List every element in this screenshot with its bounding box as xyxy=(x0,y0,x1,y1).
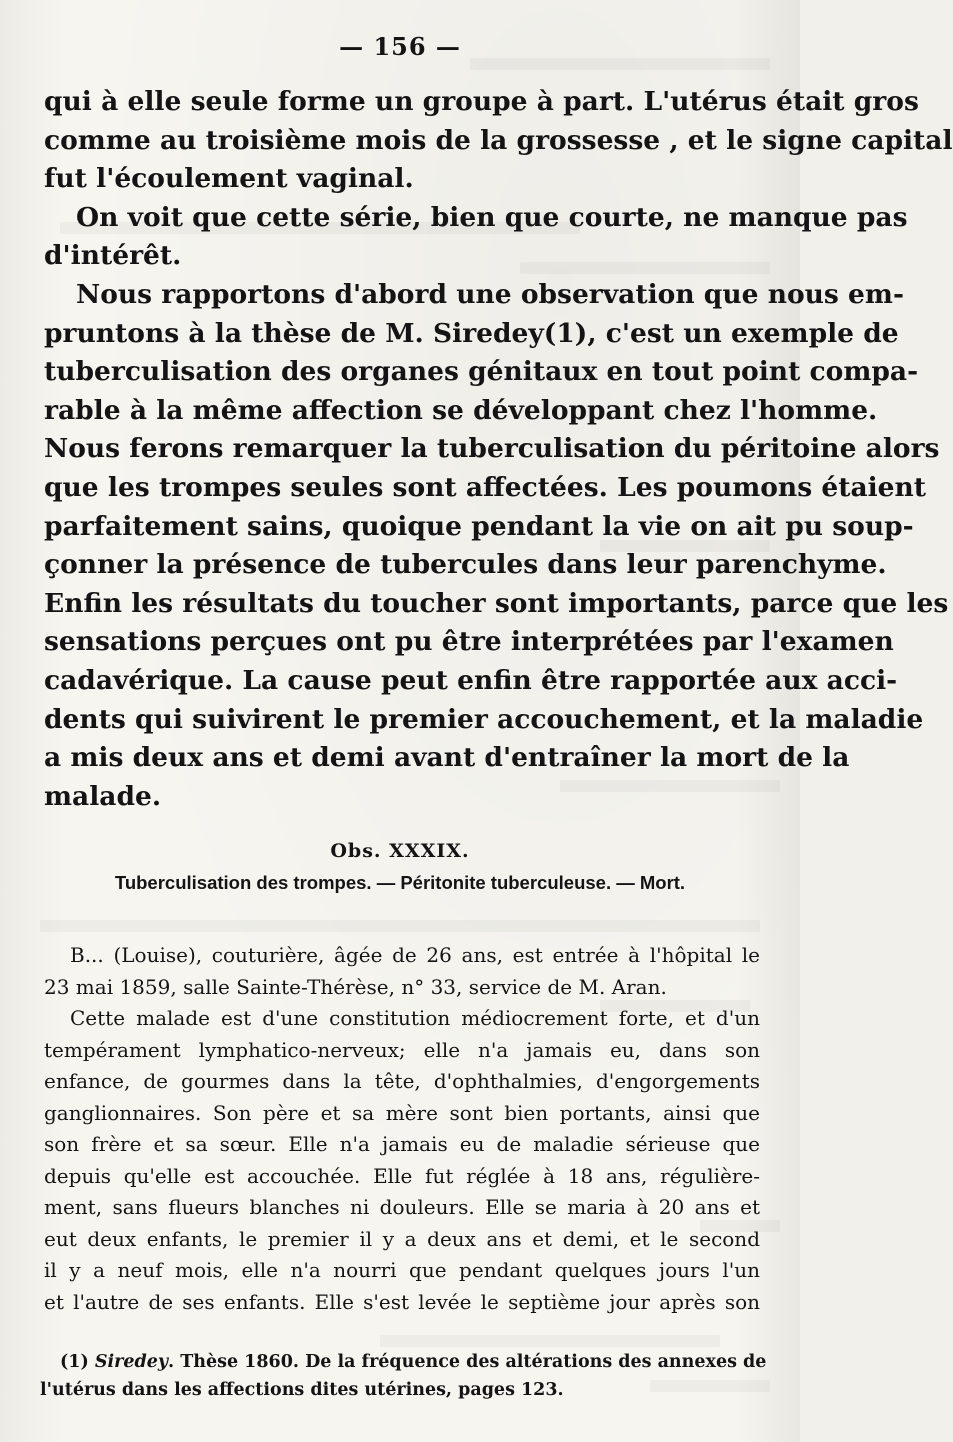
text-line: dents qui suivirent le premier accouchement, et la maladie xyxy=(44,703,924,735)
text-line: Nous rapportons d'abord une observation que nous em- xyxy=(76,278,904,310)
text-line: 23 mai 1859, salle Sainte-Thérèse, n° 33, service de M. Aran. xyxy=(44,974,667,999)
footnote-line xyxy=(60,1348,767,1376)
text-line: rable à la même affection se développant chez l'homme. xyxy=(44,394,878,426)
text-line: sensations perçues ont pu être interprétées par l'examen xyxy=(44,626,894,658)
observation-subtitle: Tuberculisation des trompes. — Péritonite tuberculeuse. — Mort. xyxy=(114,872,686,893)
text-line: fut l'écoulement vaginal. xyxy=(44,163,414,195)
text-line: d'intérêt. xyxy=(44,240,182,272)
text-line: çonner la présence de tubercules dans leur parenchyme. xyxy=(44,549,887,581)
text-line: comme au troisième mois de la grossesse , et le signe capital xyxy=(44,124,953,156)
text-line: Enfin les résultats du toucher sont importants, parce que les xyxy=(44,587,949,619)
text-line: qui à elle seule forme un groupe à part. L'utérus était gros xyxy=(44,86,919,117)
main-text xyxy=(44,83,953,816)
text-line: pruntons à la thèse de M. Siredey(1), c'est un exemple de xyxy=(44,317,899,349)
text-line: tuberculisation des organes génitaux en tout point compa- xyxy=(44,356,919,388)
footnote-marker: (1) xyxy=(60,1352,89,1372)
text-line: tempérament lymphatico-nerveux; elle n'a jamais eu, dans son xyxy=(44,1037,760,1062)
text-line: a mis deux ans et demi avant d'entraîner la mort de la xyxy=(44,742,850,774)
observation-title: Obs. XXXIX. xyxy=(330,840,470,862)
footnote xyxy=(40,1348,767,1404)
text-line: On voit que cette série, bien que courte, ne manque pas xyxy=(76,201,908,233)
text-line: enfance, de gourmes dans la tête, d'ophthalmies, d'engorgements xyxy=(44,1069,760,1093)
text-line: parfaitement sains, quoique pendant la vie on ait pu soup- xyxy=(44,510,914,542)
text-line: son frère et sa sœur. Elle n'a jamais eu de maladie sérieuse que xyxy=(44,1132,760,1156)
text-line: ment, sans flueurs blanches ni douleurs. Elle se maria à 20 ans et xyxy=(44,1195,760,1219)
text-line: cadavérique. La cause peut enfin être rapportée aux acci- xyxy=(44,664,898,696)
case-text xyxy=(44,940,760,1318)
text-line: depuis qu'elle est accouchée. Elle fut réglée à 18 ans, régulière- xyxy=(44,1163,760,1188)
text-line: il y a neuf mois, elle n'a nourri que pendant quelques jours l'un xyxy=(44,1258,760,1282)
text-line: malade. xyxy=(44,780,162,812)
text-line: B... (Louise), couturière, âgée de 26 ans, est entrée à l'hôpital le xyxy=(70,943,760,967)
text-line: et l'autre de ses enfants. Elle s'est levée le septième jour après son xyxy=(44,1289,760,1314)
footnote-line: l'utérus dans les affections dites utérines, pages 123. xyxy=(40,1380,564,1400)
page-number: — 156 — xyxy=(339,32,461,61)
footnote-author: Siredey xyxy=(94,1352,169,1372)
text-line: Cette malade est d'une constitution médiocrement forte, et d'un xyxy=(70,1006,760,1030)
text-line: eut deux enfants, le premier il y a deux ans et demi, et le second xyxy=(44,1226,760,1251)
text-line: ganglionnaires. Son père et sa mère sont bien portants, ainsi que xyxy=(44,1100,760,1125)
text-line: Nous ferons remarquer la tuberculisation du péritoine alors xyxy=(44,433,940,465)
footnote-text: . Thèse 1860. De la fréquence des altérations des annexes de xyxy=(168,1352,767,1372)
text-line: que les trompes seules sont affectées. Les poumons étaient xyxy=(44,471,927,503)
